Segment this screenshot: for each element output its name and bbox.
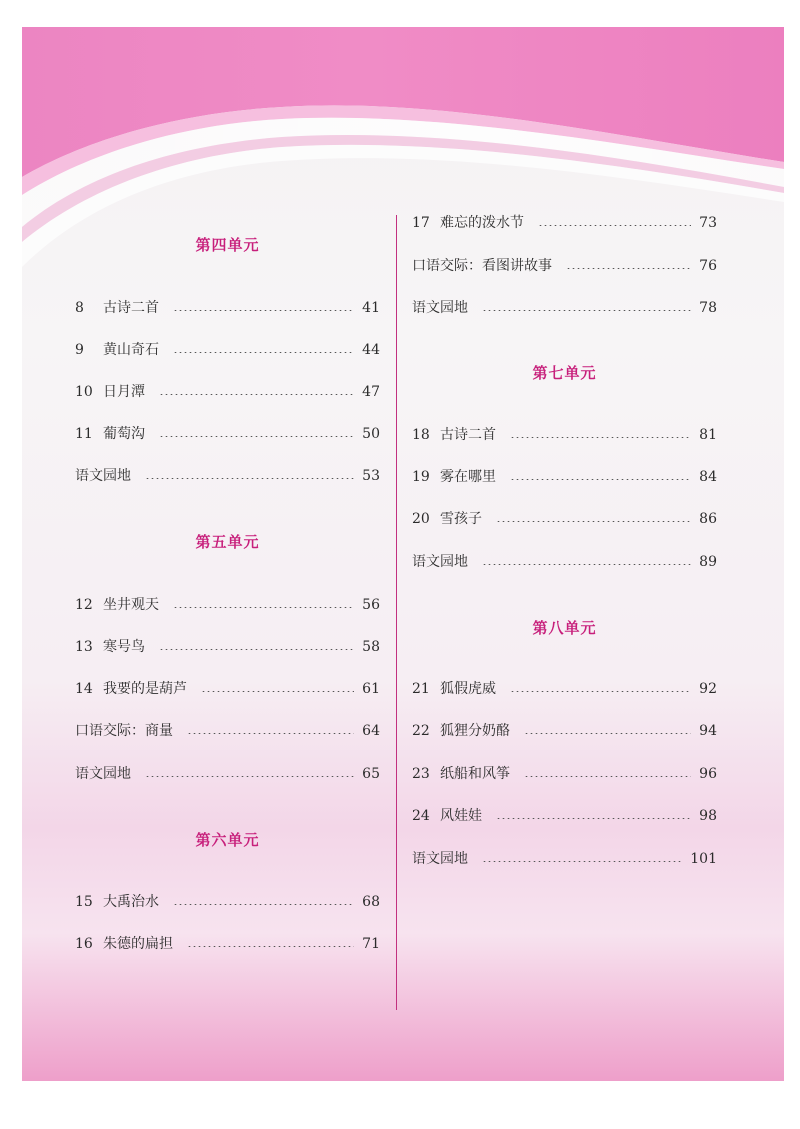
lesson-number: 15 [75,894,93,910]
page-number: 56 [362,597,380,613]
page-number: 84 [699,469,717,485]
dot-leader [201,691,354,692]
dot-leader [510,691,691,692]
page-number: 73 [699,215,717,231]
lesson-title: 朱德的扁担 [103,936,173,952]
lesson-number: 22 [412,723,430,739]
lesson-title: 雪孩子 [440,511,482,527]
dot-leader [173,310,354,311]
dot-leader [496,818,691,819]
lesson-title: 语文园地 [75,468,131,484]
lesson-title: 寒号鸟 [103,639,145,655]
lesson-title: 狐狸分奶酪 [440,723,510,739]
page-number: 50 [362,426,380,442]
dot-leader [482,310,691,311]
dot-leader [482,564,691,565]
toc-entry[interactable] [412,298,717,318]
page-number: 81 [699,427,717,443]
lesson-title: 语文园地 [412,554,468,570]
dot-leader [159,436,354,437]
toc-entry[interactable] [75,466,380,486]
dot-leader [187,946,354,947]
toc-page [22,27,784,1081]
page-number: 64 [362,723,380,739]
toc-entry[interactable] [75,721,380,741]
dot-leader [173,352,354,353]
lesson-title: 语文园地 [412,851,468,867]
lesson-title: 狐假虎威 [440,681,496,697]
toc-entry[interactable] [75,424,380,444]
toc-entry[interactable] [75,340,380,360]
dot-leader [538,225,691,226]
toc-entry[interactable] [75,679,380,699]
toc-entry[interactable] [75,934,380,954]
toc-entry[interactable] [75,764,380,784]
lesson-title: 黄山奇石 [103,342,159,358]
page-number: 47 [362,384,380,400]
toc-entry[interactable] [75,382,380,402]
page-number: 92 [699,681,717,697]
unit-heading-6: 第六单元 [195,831,260,849]
dot-leader [566,268,691,269]
page-number: 61 [362,681,380,697]
lesson-title: 大禹治水 [103,894,159,910]
unit-heading-5: 第五单元 [195,533,260,551]
toc-entry[interactable] [75,298,380,318]
lesson-number: 21 [412,681,430,697]
lesson-number: 8 [75,300,84,316]
dot-leader [145,478,354,479]
toc-entry[interactable] [75,892,380,912]
toc-entry[interactable] [412,213,717,233]
lesson-number: 10 [75,384,93,400]
page-number: 78 [699,300,717,316]
lesson-number: 13 [75,639,93,655]
unit-heading-4: 第四单元 [195,236,260,254]
page-number: 86 [699,511,717,527]
lesson-number: 19 [412,469,430,485]
dot-leader [159,649,354,650]
page-number: 89 [699,554,717,570]
dot-leader [524,733,691,734]
lesson-title: 风娃娃 [440,808,482,824]
toc-entry[interactable] [412,467,717,487]
lesson-title: 雾在哪里 [440,469,496,485]
page-number: 71 [362,936,380,952]
lesson-number: 9 [75,342,84,358]
page-number: 96 [699,766,717,782]
unit-heading-8: 第八单元 [532,619,597,637]
dot-leader [510,479,691,480]
lesson-number: 20 [412,511,430,527]
dot-leader [173,904,354,905]
lesson-number: 23 [412,766,430,782]
lesson-title: 语文园地 [75,766,131,782]
dot-leader [145,776,354,777]
page-number: 41 [362,300,380,316]
lesson-title: 坐井观天 [103,597,159,613]
page-number: 44 [362,342,380,358]
lesson-number: 17 [412,215,430,231]
lesson-number: 24 [412,808,430,824]
lesson-title: 葡萄沟 [103,426,145,442]
dot-leader [482,861,682,862]
lesson-title: 纸船和风筝 [440,766,510,782]
dot-leader [496,521,691,522]
lesson-title: 口语交际：看图讲故事 [412,258,552,274]
dot-leader [524,776,691,777]
unit-heading-7: 第七单元 [532,364,597,382]
toc-entry[interactable] [412,425,717,445]
page-number: 101 [690,851,717,867]
lesson-title: 古诗二首 [440,427,496,443]
lesson-number: 18 [412,427,430,443]
toc-entry[interactable] [75,637,380,657]
lesson-title: 古诗二首 [103,300,159,316]
dot-leader [510,437,691,438]
lesson-title: 语文园地 [412,300,468,316]
page-number: 53 [362,468,380,484]
dot-leader [187,733,354,734]
page-number: 94 [699,723,717,739]
toc-entry[interactable] [412,509,717,529]
toc-entry[interactable] [412,806,717,826]
page-number: 58 [362,639,380,655]
page-number: 76 [699,258,717,274]
page-number: 68 [362,894,380,910]
lesson-title: 口语交际：商量 [75,723,173,739]
lesson-title: 难忘的泼水节 [440,215,524,231]
toc-entry[interactable] [412,764,717,784]
lesson-number: 12 [75,597,93,613]
lesson-number: 11 [75,426,93,442]
toc-entry[interactable] [412,256,717,276]
page-number: 98 [699,808,717,824]
toc-entry[interactable] [412,552,717,572]
lesson-number: 14 [75,681,93,697]
toc-entry[interactable] [412,721,717,741]
dot-leader [159,394,354,395]
lesson-number: 16 [75,936,93,952]
toc-entry[interactable] [75,595,380,615]
lesson-title: 我要的是葫芦 [103,681,187,697]
page-number: 65 [362,766,380,782]
toc-entry[interactable] [412,849,717,869]
toc-entry[interactable] [412,679,717,699]
column-divider [396,215,397,1010]
lesson-title: 日月潭 [103,384,145,400]
dot-leader [173,607,354,608]
